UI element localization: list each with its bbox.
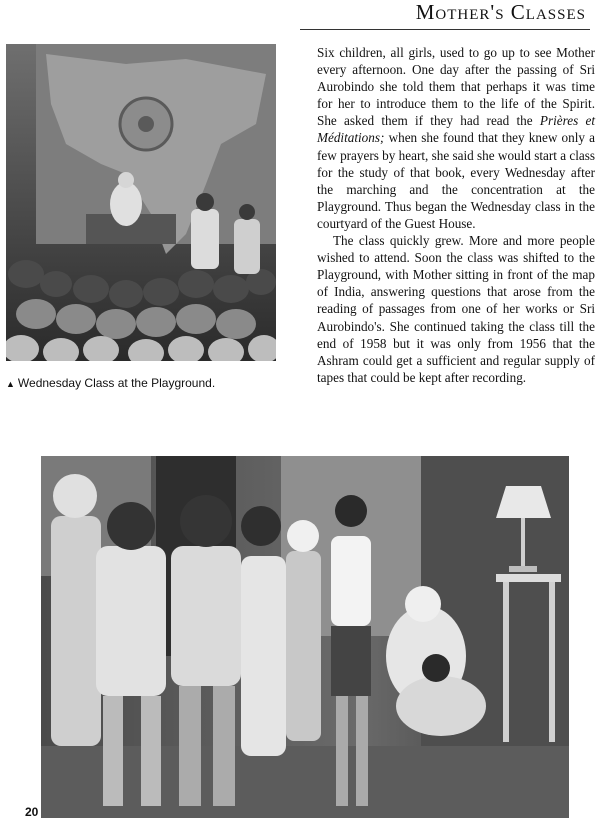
page-header-title: Mother's Classes [415,0,586,24]
wednesday-class-photo [6,44,276,361]
mother-with-children-photo [41,456,569,818]
paragraph-1 [317,44,595,232]
paragraph-1-end: when she found that they knew only a few prayers by heart, she said she would start a class for the study of that book, every Wednesday after the marching and the concentration at the Playground. Thus began the Wednesday class in the courtyard of the Guest House. [317,130,595,231]
photo-caption [6,376,296,390]
wednesday-class-photo-illustration [6,44,276,361]
mother-with-children-photo-illustration [41,456,569,818]
article-body [317,44,595,386]
header-rule [300,29,590,30]
book-title: Prières et Méditations; [317,113,596,146]
page-number: 20 [25,805,39,819]
paragraph-2: The class quickly grew. More and more people wished to attend. Soon the class was shifted to the Playground, with Mother sitting in front of the map of India, answering questions that arose from the reading of passages from one of her works or Sri Aurobindo's. She continued taking the class till the end of 1958 but it was only from 1956 that the Ashram could get a sufficient and regular supply of tapes that could be kept after recording. [317,233,595,385]
photo-caption-text: Wednesday Class at the Playground. [17,376,216,390]
paragraph-1-start: Six children, all girls, used to go up to see Mother every afternoon. One day after the passing of Sri Aurobindo she told them that perhaps it was time for her to introduce them to the life of the Spirit. She asked them if they had read the [317,45,595,129]
triangle-pointer-icon: ▲ [6,379,15,389]
